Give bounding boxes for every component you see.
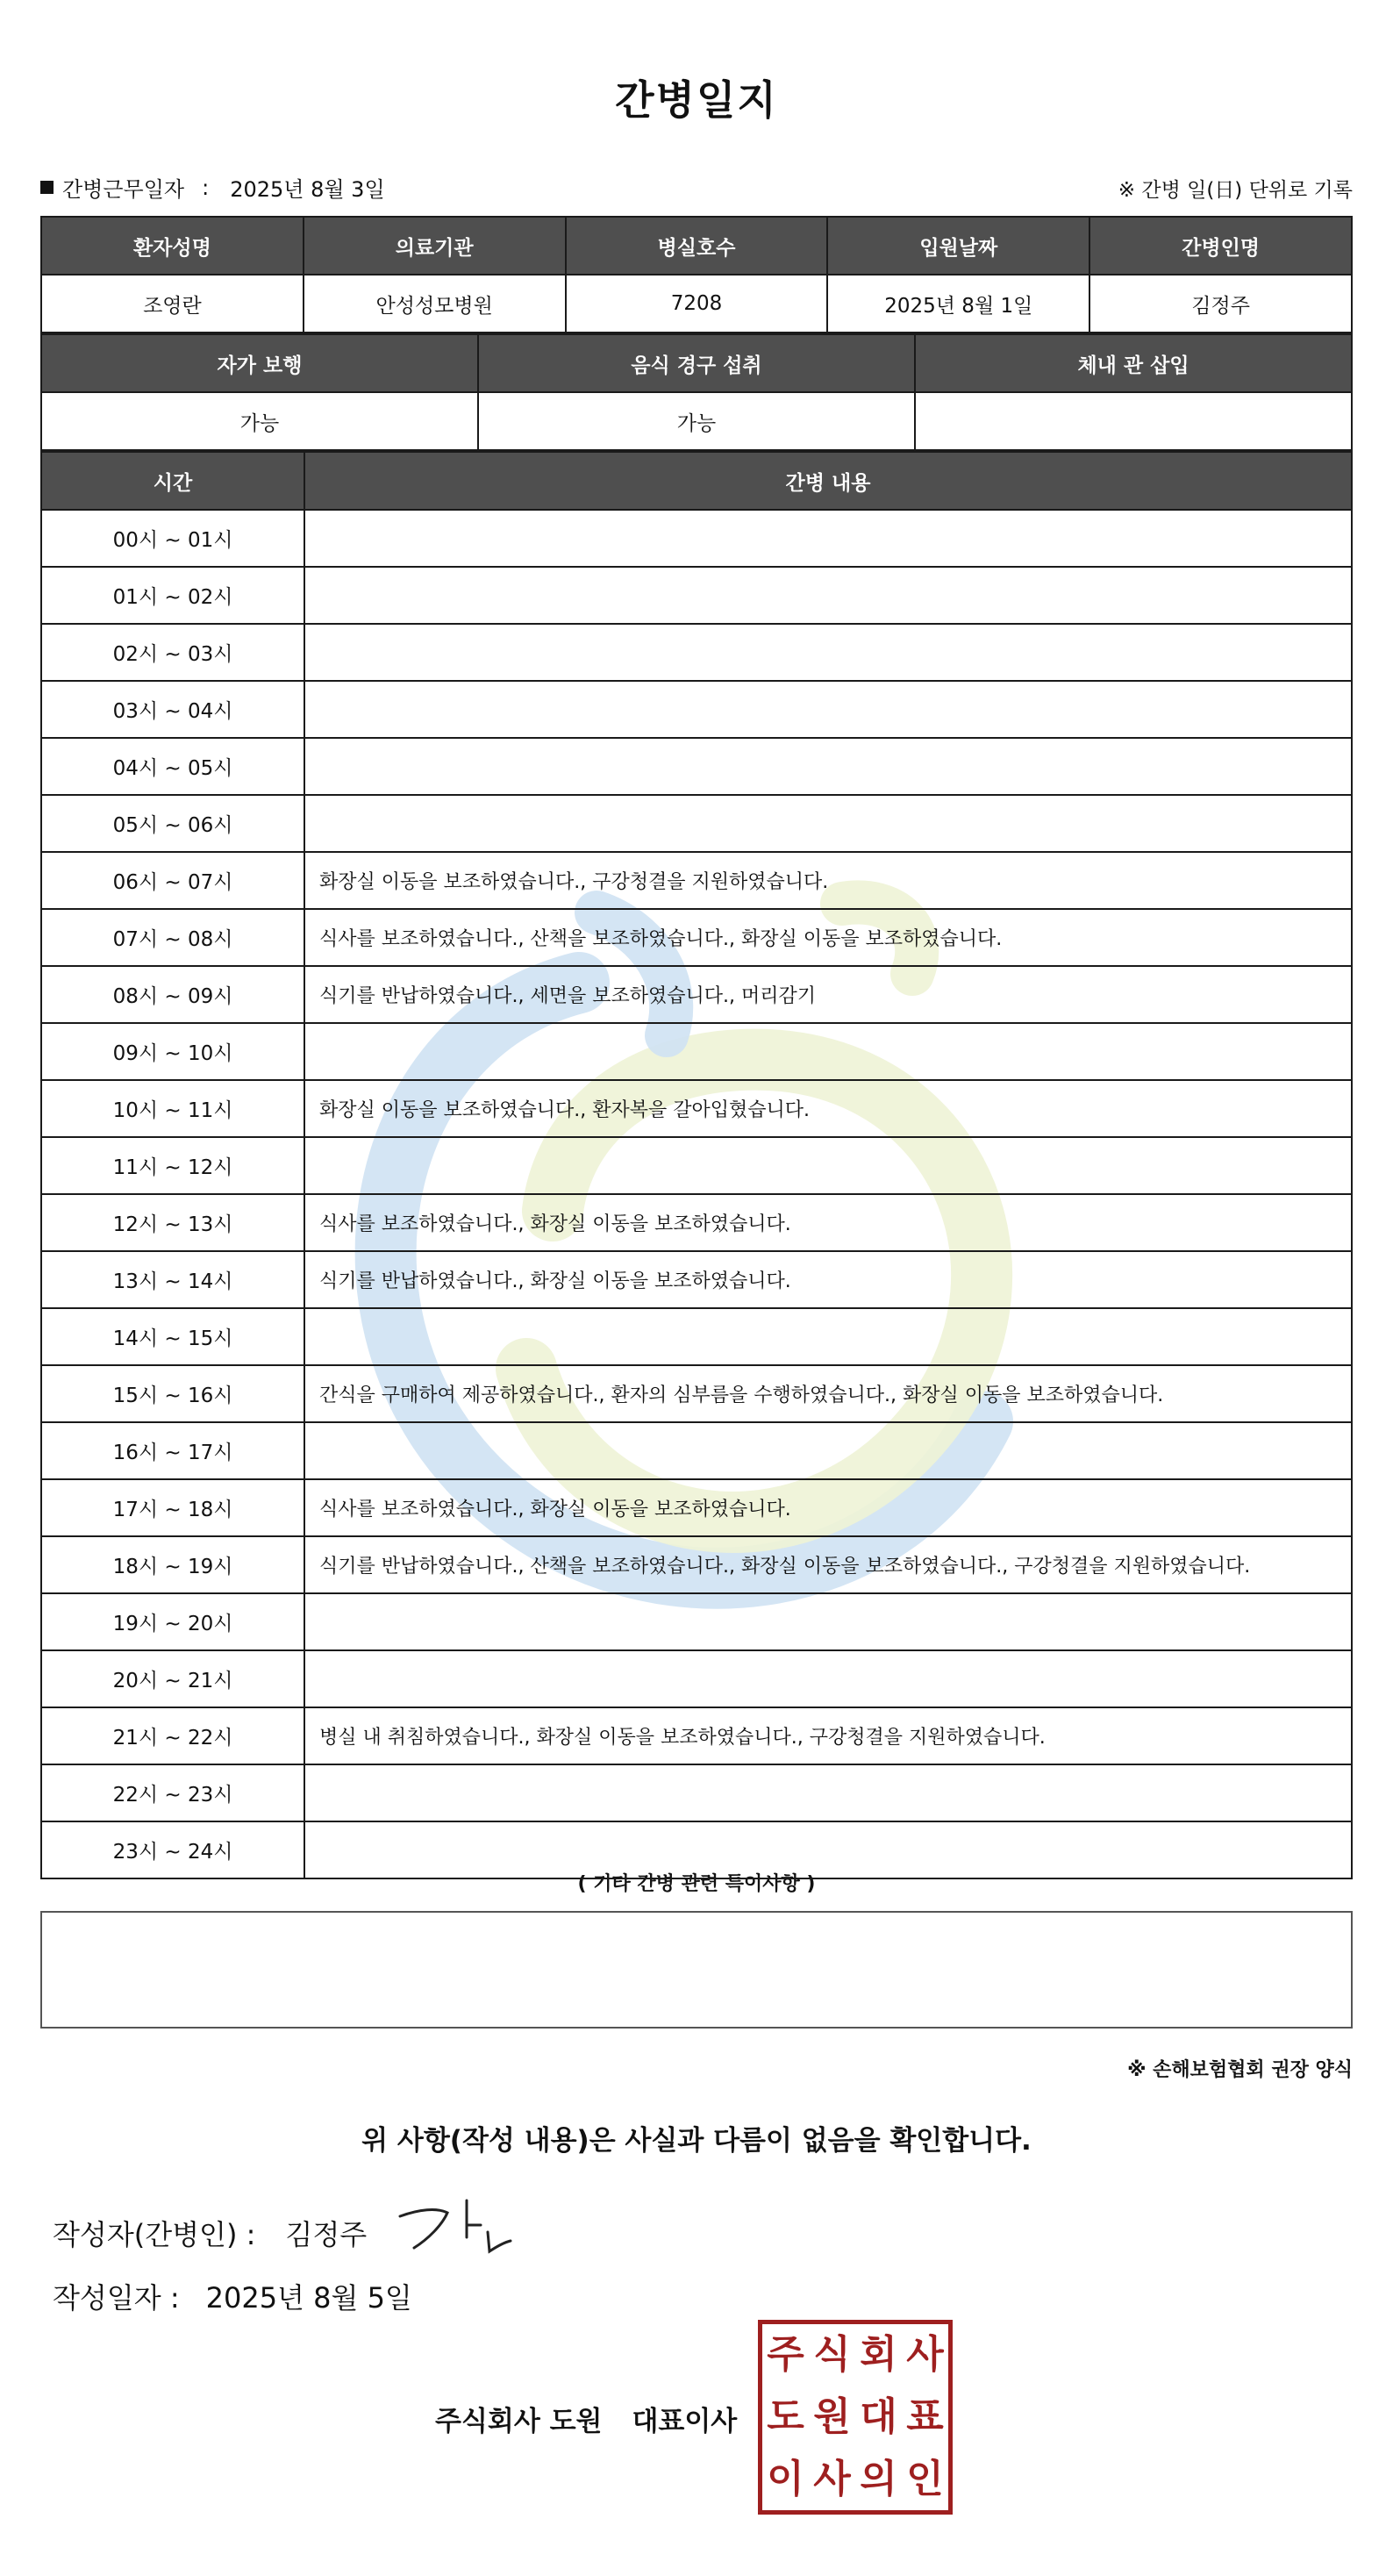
seal-character: 사 [813, 2456, 851, 2501]
table-row [41, 624, 1352, 681]
header-self-walking: 자가 보행 [41, 334, 478, 392]
care-content [304, 1023, 1352, 1080]
self-walking-value: 가능 [41, 392, 478, 450]
care-content [304, 1650, 1352, 1707]
care-content: 병실 내 취침하였습니다., 화장실 이동을 보조하였습니다., 구강청결을 지원하였습니다. [304, 1707, 1352, 1764]
time-slot: 10시 ~ 11시 [41, 1080, 304, 1137]
seal-character: 인 [906, 2456, 944, 2501]
table-row [41, 1308, 1352, 1365]
care-content [304, 1422, 1352, 1479]
seal-character: 주 [767, 2332, 804, 2378]
admission-date: 2025년 8월 1일 [827, 275, 1089, 333]
seal-character: 사 [906, 2332, 944, 2378]
time-slot: 08시 ~ 09시 [41, 966, 304, 1023]
written-date-value: 2025년 8월 5일 [205, 2281, 412, 2315]
table-row [41, 567, 1352, 624]
page-title: 간병일지 [615, 76, 778, 124]
time-slot: 20시 ~ 21시 [41, 1650, 304, 1707]
time-slot: 04시 ~ 05시 [41, 738, 304, 795]
table-row [41, 852, 1352, 909]
written-date-label: 작성일자 : [53, 2281, 180, 2315]
care-content [304, 1764, 1352, 1821]
seal-character: 도 [767, 2394, 804, 2439]
writer-label: 작성자(간병인) : [53, 2218, 256, 2251]
patient-status-table [40, 333, 1353, 451]
table-row [41, 1023, 1352, 1080]
company-title: 대표이사 [632, 2406, 738, 2437]
table-row [41, 510, 1352, 567]
time-slot: 18시 ~ 19시 [41, 1536, 304, 1593]
seal-character: 이 [767, 2456, 804, 2501]
room-number: 7208 [566, 275, 828, 333]
seal-character: 의 [860, 2456, 897, 2501]
header-patient-name: 환자성명 [41, 217, 304, 275]
caregiver-name: 김정주 [1089, 275, 1352, 333]
patient-info-table [40, 216, 1353, 333]
care-content: 식기를 반납하였습니다., 화장실 이동을 보조하였습니다. [304, 1251, 1352, 1308]
header-room-number: 병실호수 [566, 217, 828, 275]
table-row [41, 1707, 1352, 1764]
time-slot: 15시 ~ 16시 [41, 1365, 304, 1422]
table-row [41, 1251, 1352, 1308]
care-content [304, 510, 1352, 567]
care-content [304, 1821, 1352, 1878]
header-admission-date: 입원날짜 [827, 217, 1089, 275]
hourly-care-log-table [40, 451, 1353, 1879]
table-row [41, 738, 1352, 795]
table-row [41, 1764, 1352, 1821]
confirmation-statement: 위 사항(작성 내용)은 사실과 다름이 없음을 확인합니다. [361, 2125, 1032, 2157]
care-content: 간식을 구매하여 제공하였습니다., 환자의 심부름을 수행하였습니다., 화장실 이동을 보조하였습니다. [304, 1365, 1352, 1422]
time-slot: 16시 ~ 17시 [41, 1422, 304, 1479]
table-row [41, 1650, 1352, 1707]
time-slot: 00시 ~ 01시 [41, 510, 304, 567]
table-row [41, 1479, 1352, 1536]
table-row [41, 681, 1352, 738]
care-content [304, 681, 1352, 738]
seal-character: 식 [813, 2332, 851, 2378]
patient-name: 조영란 [41, 275, 304, 333]
care-content: 식사를 보조하였습니다., 산책을 보조하였습니다., 화장실 이동을 보조하였습니다. [304, 909, 1352, 966]
time-slot: 22시 ~ 23시 [41, 1764, 304, 1821]
seal-character: 표 [906, 2394, 944, 2439]
work-date-row [40, 172, 385, 203]
care-content: 화장실 이동을 보조하였습니다., 구강청결을 지원하였습니다. [304, 852, 1352, 909]
care-content [304, 567, 1352, 624]
care-content: 식기를 반납하였습니다., 산책을 보조하였습니다., 화장실 이동을 보조하였습니다., 구강청결을 지원하였습니다. [304, 1536, 1352, 1593]
header-care-content: 간병 내용 [304, 452, 1352, 510]
care-content: 식사를 보조하였습니다., 화장실 이동을 보조하였습니다. [304, 1194, 1352, 1251]
care-content [304, 1308, 1352, 1365]
hospital-name: 안성성모병원 [304, 275, 566, 333]
time-slot: 21시 ~ 22시 [41, 1707, 304, 1764]
time-slot: 03시 ~ 04시 [41, 681, 304, 738]
seal-character: 회 [860, 2332, 897, 2378]
header-oral-intake: 음식 경구 섭취 [478, 334, 915, 392]
table-row [41, 1593, 1352, 1650]
table-row [41, 966, 1352, 1023]
care-content [304, 738, 1352, 795]
time-slot: 19시 ~ 20시 [41, 1593, 304, 1650]
time-slot: 02시 ~ 03시 [41, 624, 304, 681]
remarks-title: ( 기타 간병 관련 특이사항 ) [577, 1873, 816, 1895]
remarks-box [40, 1911, 1353, 2029]
time-slot: 11시 ~ 12시 [41, 1137, 304, 1194]
table-row [41, 909, 1352, 966]
seal-character: 대 [860, 2394, 897, 2439]
care-content: 화장실 이동을 보조하였습니다., 환자복을 갈아입혔습니다. [304, 1080, 1352, 1137]
time-slot: 17시 ~ 18시 [41, 1479, 304, 1536]
work-date-value: 2025년 8월 3일 [230, 177, 385, 202]
care-content [304, 795, 1352, 852]
tube-insertion-value [915, 392, 1352, 450]
company-seal-stamp [758, 2320, 953, 2515]
handwritten-signature-icon [393, 2190, 516, 2260]
care-content [304, 1593, 1352, 1650]
written-date-row [53, 2276, 412, 2316]
square-bullet-icon [40, 181, 54, 194]
writer-name: 김정주 [285, 2218, 368, 2251]
time-slot: 07시 ~ 08시 [41, 909, 304, 966]
table-row [41, 1536, 1352, 1593]
table-row [41, 1080, 1352, 1137]
table-row [41, 795, 1352, 852]
table-row [41, 1365, 1352, 1422]
company-name: 주식회사 도원 [435, 2406, 603, 2437]
care-content: 식기를 반납하였습니다., 세면을 보조하였습니다., 머리감기 [304, 966, 1352, 1023]
table-row [41, 1137, 1352, 1194]
time-slot: 01시 ~ 02시 [41, 567, 304, 624]
header-tube-insertion: 체내 관 삽입 [915, 334, 1352, 392]
table-row [41, 1422, 1352, 1479]
header-hospital: 의료기관 [304, 217, 566, 275]
care-content [304, 1137, 1352, 1194]
oral-intake-value: 가능 [478, 392, 915, 450]
time-slot: 09시 ~ 10시 [41, 1023, 304, 1080]
table-row [41, 1194, 1352, 1251]
time-slot: 06시 ~ 07시 [41, 852, 304, 909]
time-slot: 23시 ~ 24시 [41, 1821, 304, 1878]
time-slot: 05시 ~ 06시 [41, 795, 304, 852]
time-slot: 12시 ~ 13시 [41, 1194, 304, 1251]
company-row [435, 2399, 737, 2438]
work-date-colon: : [202, 175, 210, 200]
writer-row [53, 2213, 367, 2253]
work-date-label: 간병근무일자 [62, 177, 185, 202]
care-content [304, 624, 1352, 681]
form-note: ※ 손해보험협회 권장 양식 [1127, 2059, 1353, 2081]
header-time: 시간 [41, 452, 304, 510]
seal-character: 원 [813, 2394, 851, 2439]
time-slot: 13시 ~ 14시 [41, 1251, 304, 1308]
header-caregiver-name: 간병인명 [1089, 217, 1352, 275]
unit-note: ※ 간병 일(日) 단위로 기록 [1118, 179, 1353, 202]
time-slot: 14시 ~ 15시 [41, 1308, 304, 1365]
table-row [41, 1821, 1352, 1878]
care-content: 식사를 보조하였습니다., 화장실 이동을 보조하였습니다. [304, 1479, 1352, 1536]
